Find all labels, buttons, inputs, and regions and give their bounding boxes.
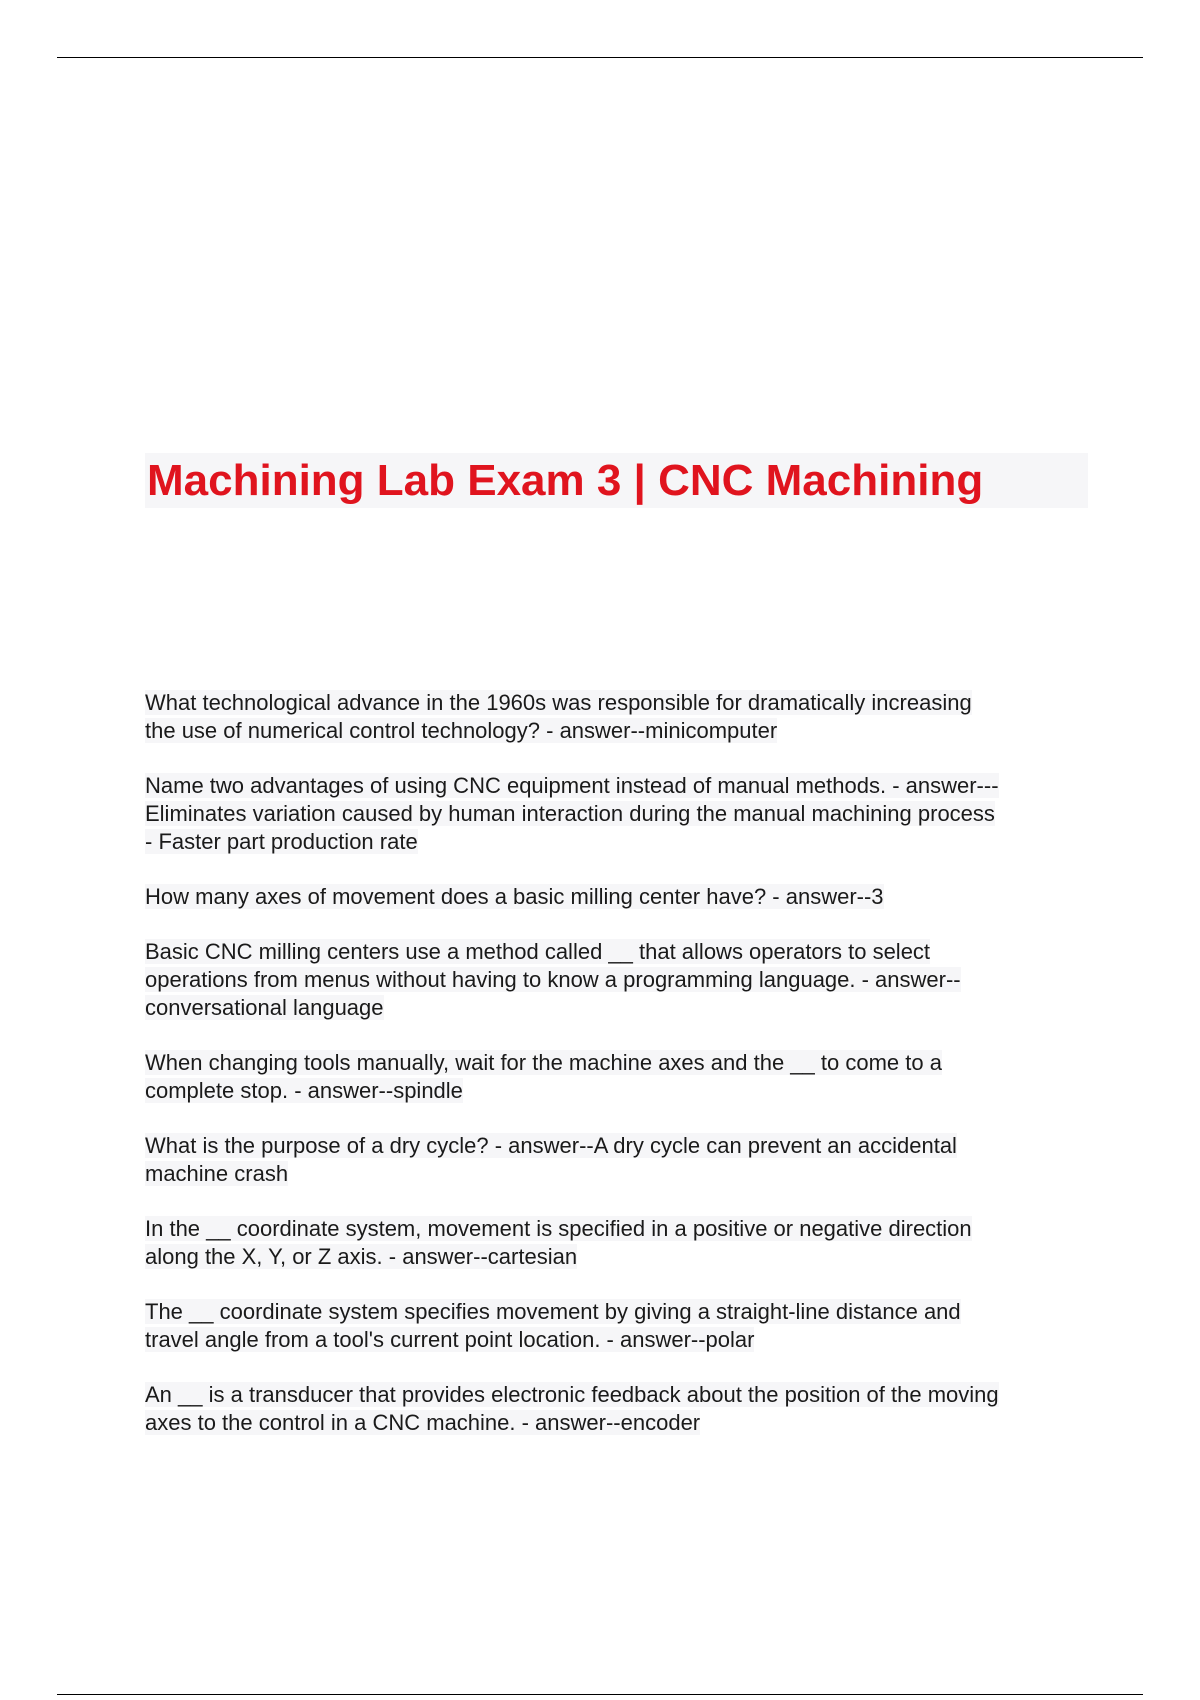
question-answer-text: How many axes of movement does a basic milling center have? - answer--3	[145, 884, 884, 909]
question-answer-text: What technological advance in the 1960s was responsible for dramatically increasing	[145, 690, 972, 715]
question-answer-line	[145, 994, 1095, 1022]
top-rule	[57, 57, 1143, 58]
question-answer-text: complete stop. - answer--spindle	[145, 1078, 463, 1103]
question-answer-line	[145, 1132, 1095, 1160]
question-answer-text: machine crash	[145, 1161, 289, 1186]
question-answer-line	[145, 1326, 1095, 1354]
question-answer-text: travel angle from a tool's current point location. - answer--polar	[145, 1327, 755, 1352]
question-answer-text: Eliminates variation caused by human interaction during the manual machining process	[145, 801, 995, 826]
title-highlight	[145, 453, 1088, 508]
question-answer-text: operations from menus without having to know a programming language. - answer--	[145, 967, 961, 992]
question-answer-text: the use of numerical control technology? - answer--minicomputer	[145, 718, 778, 743]
question-answer-text: What is the purpose of a dry cycle? - answer--A dry cycle can prevent an accidental	[145, 1133, 957, 1158]
question-answer-line	[145, 1077, 1095, 1105]
question-answer-text: When changing tools manually, wait for the machine axes and the __ to come to a	[145, 1050, 942, 1075]
question-answer-text: An __ is a transducer that provides electronic feedback about the position of the moving	[145, 1382, 999, 1407]
question-answer-text: In the __ coordinate system, movement is specified in a positive or negative direction	[145, 1216, 972, 1241]
question-answer-list	[145, 689, 1095, 1464]
question-answer-item	[145, 1132, 1095, 1188]
question-answer-line	[145, 689, 1095, 717]
question-answer-line	[145, 1381, 1095, 1409]
question-answer-line	[145, 1298, 1095, 1326]
question-answer-item	[145, 772, 1095, 856]
document-title: Machining Lab Exam 3 | CNC Machining	[147, 456, 984, 505]
question-answer-text: axes to the control in a CNC machine. - answer--encoder	[145, 1410, 701, 1435]
question-answer-line	[145, 1160, 1095, 1188]
question-answer-line	[145, 883, 1095, 911]
question-answer-text: - Faster part production rate	[145, 829, 418, 854]
question-answer-line	[145, 1409, 1095, 1437]
question-answer-line	[145, 717, 1095, 745]
question-answer-item	[145, 1215, 1095, 1271]
question-answer-item	[145, 1381, 1095, 1437]
question-answer-item	[145, 883, 1095, 911]
question-answer-item	[145, 689, 1095, 745]
question-answer-line	[145, 828, 1095, 856]
question-answer-line	[145, 1243, 1095, 1271]
question-answer-line	[145, 800, 1095, 828]
question-answer-item	[145, 938, 1095, 1022]
question-answer-text: conversational language	[145, 995, 384, 1020]
question-answer-text: along the X, Y, or Z axis. - answer--cartesian	[145, 1244, 578, 1269]
question-answer-line	[145, 1215, 1095, 1243]
question-answer-text: Basic CNC milling centers use a method called __ that allows operators to select	[145, 939, 931, 964]
question-answer-item	[145, 1298, 1095, 1354]
question-answer-text: The __ coordinate system specifies movement by giving a straight-line distance and	[145, 1299, 961, 1324]
question-answer-line	[145, 772, 1095, 800]
question-answer-line	[145, 1049, 1095, 1077]
question-answer-line	[145, 966, 1095, 994]
bottom-rule	[57, 1694, 1143, 1695]
question-answer-text: Name two advantages of using CNC equipment instead of manual methods. - answer---	[145, 773, 999, 798]
question-answer-line	[145, 938, 1095, 966]
question-answer-item	[145, 1049, 1095, 1105]
